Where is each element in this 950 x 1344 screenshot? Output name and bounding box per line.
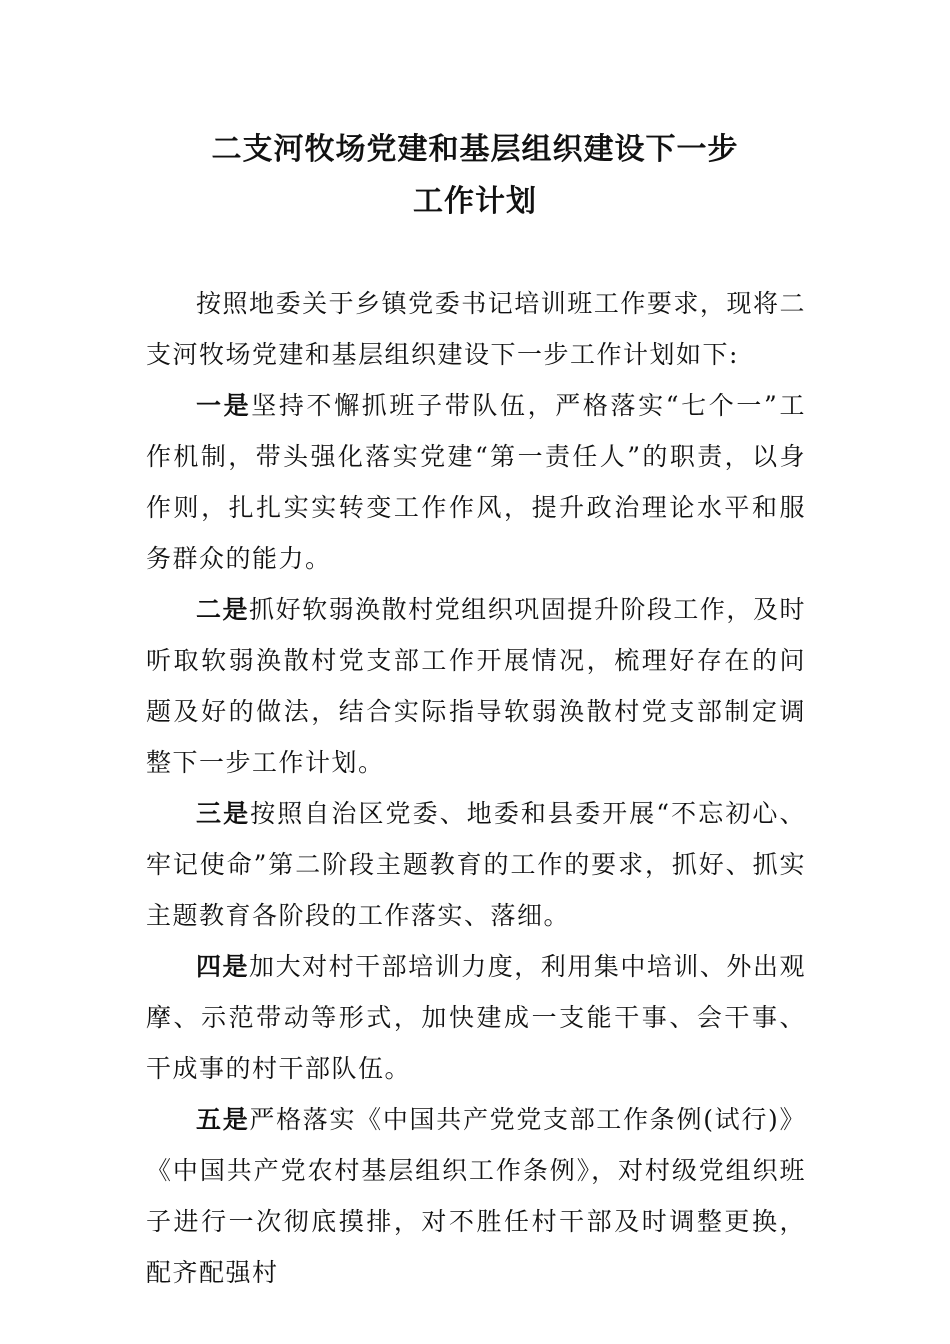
item-text-3: 按照自治区党委、地委和县委开展“不忘初心、牢记使命”第二阶段主题教育的工作的要求，抓好、抓实主题教育各阶段的工作落实、落细。 (146, 799, 806, 930)
document-body (146, 278, 806, 1298)
item-lead-3: 三是 (196, 799, 251, 828)
item-paragraph-1 (146, 380, 806, 584)
item-text-4: 加大对村干部培训力度，利用集中培训、外出观摩、示范带动等形式，加快建成一支能干事、会干事、干成事的村干部队伍。 (146, 952, 806, 1083)
item-lead-1: 一是 (196, 391, 252, 420)
document-title (0, 124, 950, 228)
item-paragraph-4 (146, 941, 806, 1094)
intro-paragraph: 按照地委关于乡镇党委书记培训班工作要求，现将二支河牧场党建和基层组织建设下一步工作计划如下: (146, 289, 806, 369)
title-line-1: 二支河牧场党建和基层组织建设下一步 (211, 132, 739, 167)
item-paragraph-5 (146, 1094, 806, 1298)
title-line-2: 工作计划 (413, 184, 537, 219)
item-lead-5: 五是 (196, 1105, 250, 1134)
item-text-1: 坚持不懈抓班子带队伍，严格落实“七个一”工作机制，带头强化落实党建“第一责任人”的职责，以身作则，扎扎实实转变工作作风，提升政治理论水平和服务群众的能力。 (146, 391, 806, 573)
item-lead-2: 二是 (196, 595, 250, 624)
item-text-5: 严格落实《中国共产党党支部工作条例(试行)》《中国共产党农村基层组织工作条例》，对村级党组织班子进行一次彻底摸排，对不胜任村干部及时调整更换，配齐配强村 (146, 1105, 806, 1287)
item-text-2: 抓好软弱涣散村党组织巩固提升阶段工作，及时听取软弱涣散村党支部工作开展情况，梳理好存在的问题及好的做法，结合实际指导软弱涣散村党支部制定调整下一步工作计划。 (146, 595, 806, 777)
item-lead-4: 四是 (196, 952, 250, 981)
item-paragraph-3 (146, 788, 806, 941)
item-paragraph-2 (146, 584, 806, 788)
